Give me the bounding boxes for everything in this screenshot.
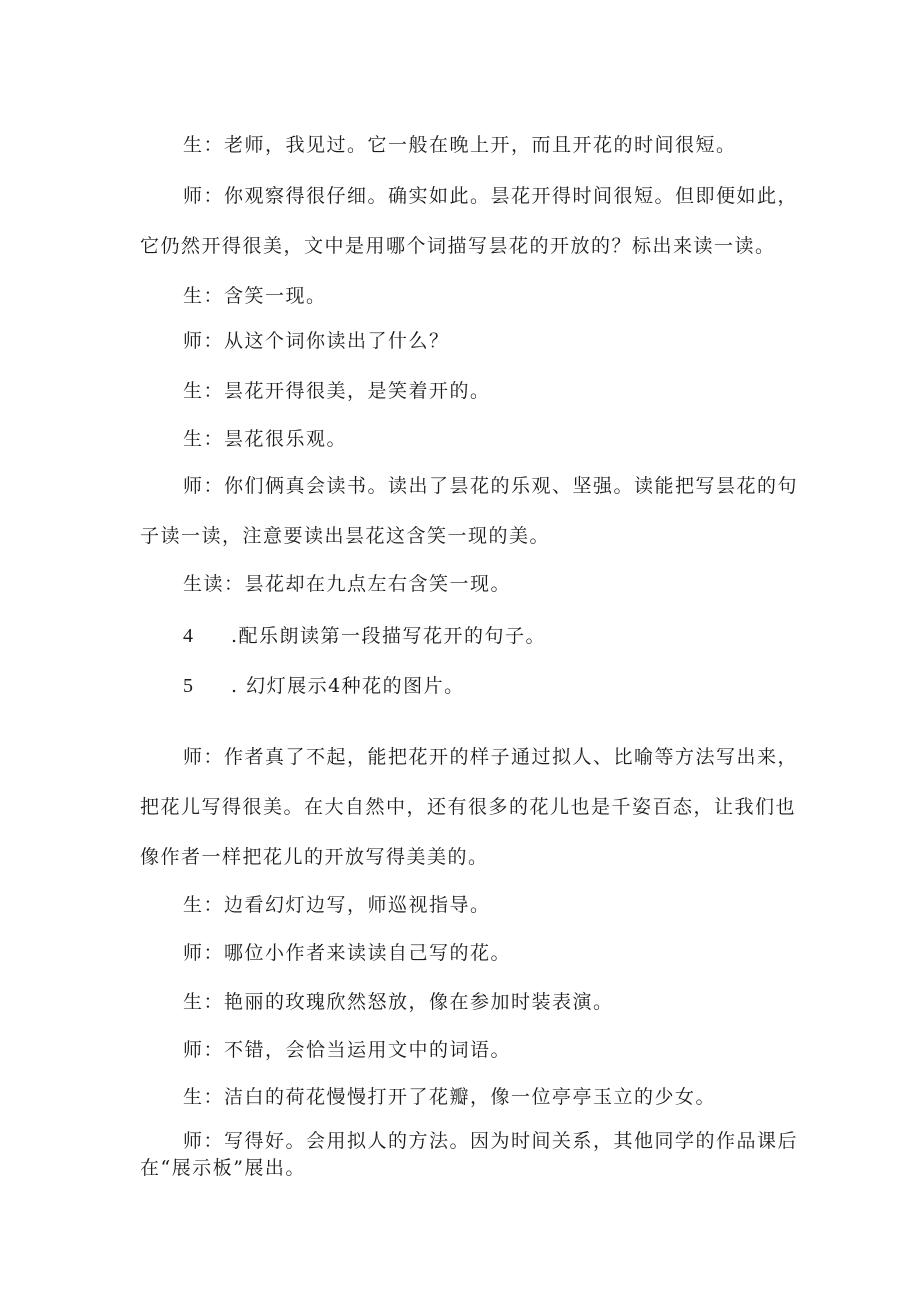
list-number: 5	[183, 675, 193, 697]
list-item	[183, 624, 546, 648]
paragraph-line: 生：老师，我见过。它一般在晚上开，而且开花的时间很短。	[183, 134, 737, 156]
list-item	[183, 674, 465, 698]
paragraph-line: 生：含笑一现。	[183, 285, 327, 307]
paragraph-line: 生：昙花很乐观。	[183, 428, 348, 450]
paragraph-line: 师：作者真了不起，能把花开的样子通过拟人、比喻等方法写出来，	[183, 746, 799, 768]
list-text: . 幻灯展示4种花的图片。	[231, 675, 465, 697]
paragraph-line: 在“展示板”展出。	[140, 1157, 306, 1179]
paragraph-line: 把花儿写得很美。在大自然中，还有很多的花儿也是千姿百态，让我们也	[140, 796, 797, 818]
paragraph-line: 师：不错，会恰当运用文中的词语。	[183, 1039, 512, 1061]
paragraph-line: 生：边看幻灯边写，师巡视指导。	[183, 894, 491, 916]
paragraph-line: 师：哪位小作者来读读自己写的花。	[183, 942, 512, 964]
paragraph-line: 生：艳丽的玫瑰欣然怒放，像在参加时装表演。	[183, 991, 614, 1013]
paragraph-line: 生读：昙花却在九点左右含笑一现。	[183, 573, 512, 595]
paragraph-line: 师：你们俩真会读书。读出了昙花的乐观、坚强。读能把写昙花的句	[183, 475, 799, 497]
paragraph-line: 子读一读，注意要读出昙花这含笑一现的美。	[140, 525, 551, 547]
paragraph-line: 它仍然开得很美，文中是用哪个词描写昙花的开放的？标出来读一读。	[140, 235, 776, 257]
paragraph-line: 生：昙花开得很美，是笑着开的。	[183, 380, 491, 402]
paragraph-line: 生：洁白的荷花慢慢打开了花瓣，像一位亭亭玉立的少女。	[183, 1086, 717, 1108]
paragraph-line: 师：你观察得很仔细。确实如此。昙花开得时间很短。但即便如此，	[183, 185, 799, 207]
list-text: .配乐朗读第一段描写花开的句子。	[231, 625, 547, 647]
paragraph-line: 师：从这个词你读出了什么？	[183, 330, 450, 352]
paragraph-line: 师：写得好。会用拟人的方法。因为时间关系，其他同学的作品课后	[183, 1130, 799, 1152]
paragraph-line: 像作者一样把花儿的开放写得美美的。	[140, 846, 489, 868]
list-number: 4	[183, 625, 193, 647]
